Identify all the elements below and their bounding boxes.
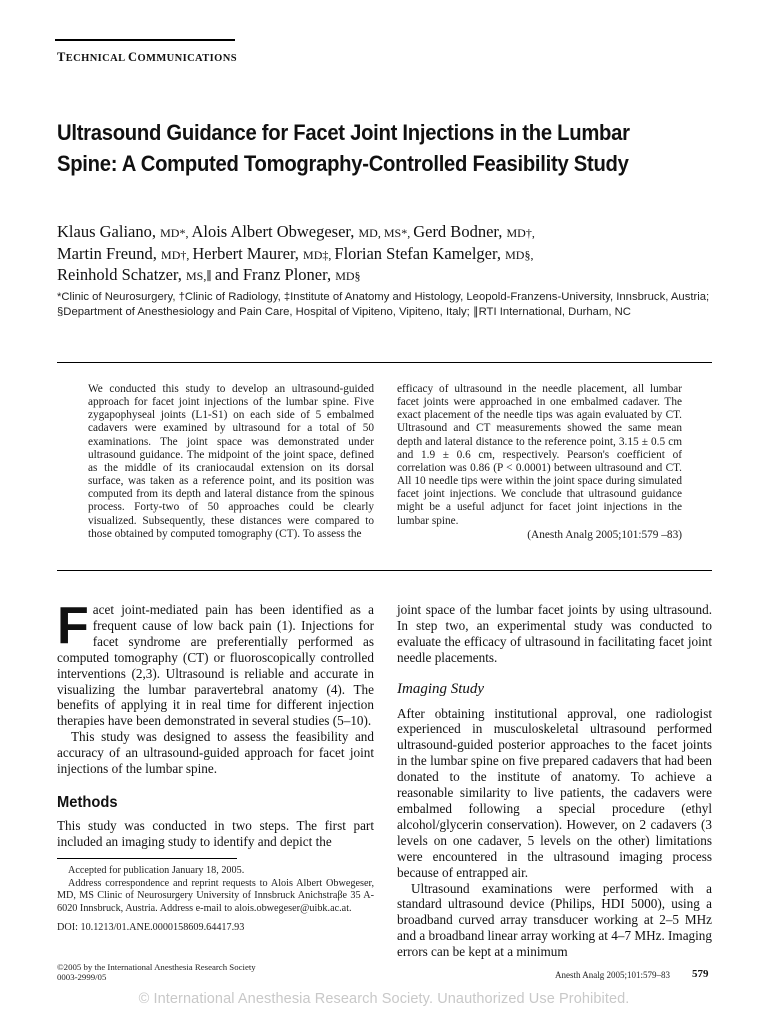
body-right-column — [397, 602, 712, 960]
author-degree: MD*, — [160, 226, 192, 240]
author-name: and Franz Ploner, — [214, 265, 336, 284]
footnote — [57, 865, 374, 935]
author-list — [57, 222, 717, 287]
footnote-doi: DOI: 10.1213/01.ANE.0000158609.64417.93 — [57, 922, 245, 934]
footnote-address: Address correspondence and reprint requests to Alois Albert Obwegeser, MD, MS Clinic of Neurosurgery University of Innsbruck Anichstraβe 35 A-6020 Innsbruck, Austria. Address e-mail to alois.obwegeser@uibk.ac.at. — [57, 877, 374, 914]
author-degree: MD†, — [161, 247, 193, 262]
abstract-citation: (Anesth Analg 2005;101:579 –83) — [527, 528, 682, 541]
right-paragraph-1: joint space of the lumbar facet joints by using ultrasound. In step two, an experimental study was conducted to evaluate the efficacy of ultrasound in facilitating facet joint needle placements. — [397, 602, 712, 665]
footnote-rule — [57, 858, 237, 859]
imaging-paragraph-1: After obtaining institutional approval, one radiologist experienced in musculoskeletal ultrasound performed ultrasound-guided posterior approaches to the facet joints in the lumbar spine on five prepared cadavers that had been donated to the institute of anatomy. To achieve a reasonable similarity to live patients, the cadavers were embalmed following a special procedure (ethyl alcohol/glycerin conservation). However, on 2 cadavers (3 levels on one cadaver, 5 levels on the other) limitations were encountered in the ultrasound imaging process because of entrapped air. — [397, 705, 712, 880]
intro-paragraph-1 — [57, 597, 374, 729]
abstract-left-column — [88, 383, 374, 541]
watermark: © International Anesthesia Research Society. Unauthorized Use Prohibited. — [138, 991, 630, 1007]
section-label-rest-2: OMMUNICATIONS — [137, 53, 237, 64]
author-name: Martin Freund, — [57, 243, 162, 263]
author-name: Reinhold Schatzer, — [57, 265, 187, 284]
section-label-initial-c: C — [128, 50, 138, 64]
abstract-text-right: efficacy of ultrasound in the needle placement, all lumbar facet joints were approached in one embalmed cadaver. The exact placement of the needle tips was again evaluated by CT. Ultrasound and CT measurements showed the same mean depth and lateral distance to the reference point, 3.15 ± 0.5 cm and 1.9 ± 0.6 cm, respectively. Pearson's coefficient of correlation was 0.86 (P < 0.0001) between ultrasound and CT. All 10 needle tips were within the joint space during simulated facet joint injections. We conclude that ultrasound guidance might be a useful adjunct for facet joint injections in the lumbar spine. — [397, 383, 682, 527]
running-citation: Anesth Analg 2005;101:579–83 — [555, 970, 670, 980]
section-label-initial-t: T — [57, 50, 66, 64]
author-degree: MD, MS*, — [358, 226, 414, 240]
article-title: Ultrasound Guidance for Facet Joint Injections in the Lumbar Spine: A Computed Tomography-Controlled Feasibility Study — [57, 120, 630, 176]
copyright-line-1: ©2005 by the International Anesthesia Research Society — [57, 962, 256, 972]
methods-paragraph: This study was conducted in two steps. The first part included an imaging study to identify and depict the — [57, 817, 374, 849]
author-name: Herbert Maurer, — [192, 243, 304, 263]
abstract-right-column — [397, 383, 682, 542]
author-name: Klaus Galiano, — [57, 222, 161, 241]
copyright-line-2: 0003-2999/05 — [57, 972, 107, 982]
drop-cap: F — [57, 597, 89, 655]
author-name: Alois Albert Obwegeser, — [191, 222, 359, 241]
affiliations: *Clinic of Neurosurgery, †Clinic of Radiology, ‡Institute of Anatomy and Histology, Leopold-Franzens-University, Innsbruck, Austria; §Department of Anesthesiology and Pain Care, Hospital of Vipiteno, Vipiteno, Italy; ∥RTI International, Durham, NC — [57, 291, 710, 319]
intro-paragraph-1-text: acet joint-mediated pain has been identified as a frequent cause of low back pain (1). Injections for facet syndrome are preferentially performed as computed tomography (CT) or fluoroscopically controlled interventions (2,3). Ultrasound is reliable and accurate in visualizing the lumbar paravertebral anatomy (4). The benefits of applying it in real time for different injection therapies have been demonstrated in several studies (5–10). — [57, 602, 374, 729]
author-name: Florian Stefan Kamelger, — [334, 243, 506, 263]
author-name: Gerd Bodner, — [413, 222, 507, 241]
author-degree: MD§ — [335, 269, 361, 283]
section-label — [57, 50, 237, 65]
author-degree: MS,∥ — [186, 269, 215, 283]
author-degree: MD‡, — [303, 247, 335, 262]
intro-paragraph-2: This study was designed to assess the feasibility and accuracy of an ultrasound-guided approach for facet joint injections of the lumbar spine. — [57, 729, 374, 777]
methods-heading: Methods — [57, 793, 118, 811]
author-degree: MD§, — [505, 247, 534, 262]
imaging-paragraph-2: Ultrasound examinations were performed with a standard ultrasound device (Philips, HDI 5000), using a broadband curved array transducer working at 2–5 MHz and a broadband linear array working at 4–7 MHz. Imaging errors can be kept at a minimum — [397, 880, 712, 960]
imaging-study-heading: Imaging Study — [397, 680, 485, 697]
page-number: 579 — [692, 968, 709, 980]
author-degree: MD†, — [506, 226, 535, 240]
copyright — [57, 962, 256, 982]
abstract-text-left: We conducted this study to develop an ultrasound-guided approach for facet joint injections of the lumbar spine. Five zygapophyseal joints (L1-S1) on each side of 5 embalmed cadavers were examined by ultrasound for a total of 50 examinations. The joint space was demonstrated under ultrasound guidance. The midpoint of the joint space, defined as the middle of its craniocaudal extension on its dorsal surface, was taken as a reference point, and its position was computed from its depth and lateral distance from the spinous process. Forty-two of 50 approaches could be clearly visualized. Subsequently, these distances were compared to those obtained by computed tomography (CT). To assess the — [88, 383, 374, 540]
section-label-rest-1: ECHNICAL — [65, 53, 128, 64]
body-left-column — [57, 597, 374, 850]
section-rule — [55, 39, 235, 41]
abstract-top-rule — [57, 362, 712, 363]
abstract-bottom-rule — [57, 570, 712, 571]
footnote-accepted: Accepted for publication January 18, 2005. — [68, 865, 245, 876]
